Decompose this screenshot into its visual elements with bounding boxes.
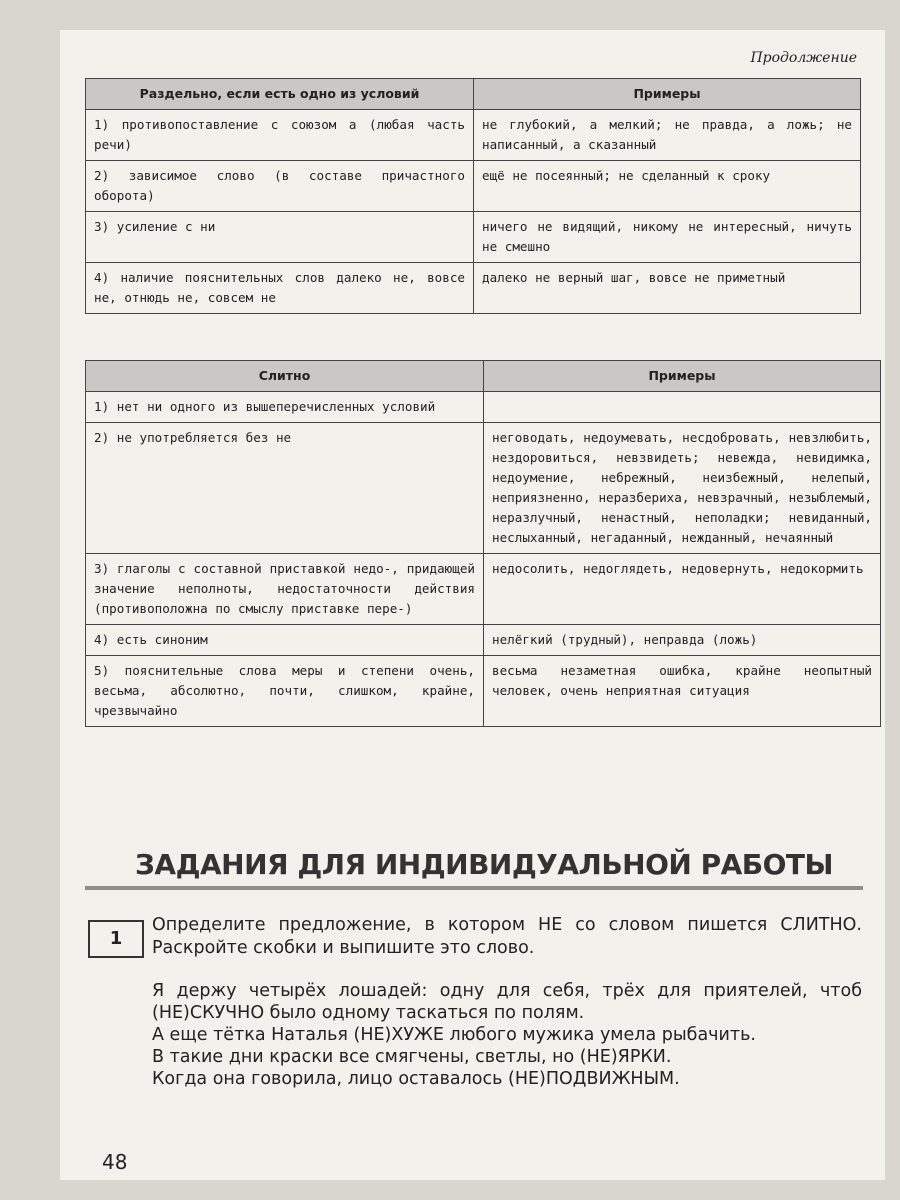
condition-cell: 4) есть синоним [86, 625, 484, 656]
example-cell: не глубокий, а мелкий; не правда, а ложь; не написанный, а сказанный [474, 110, 861, 161]
task-sentence: А еще тётка Наталья (НЕ)ХУЖЕ любого мужика умела рыбачить. [152, 1025, 756, 1045]
condition-cell: 2) зависимое слово (в составе причастного оборота) [86, 161, 474, 212]
example-cell [484, 392, 881, 423]
page-number: 48 [102, 1150, 128, 1174]
example-cell: ещё не посеянный; не сделанный к сроку [474, 161, 861, 212]
condition-cell: 1) нет ни одного из вышеперечисленных условий [86, 392, 484, 423]
condition-cell: 3) глаголы с составной приставкой недо-, придающей значение неполноты, недостаточности действия (противоположна по смыслу приставке пере-) [86, 554, 484, 625]
task-sentence: В такие дни краски все смягчены, светлы, но (НЕ)ЯРКИ. [152, 1047, 672, 1067]
separate-spelling-table [85, 78, 861, 314]
table-header: Примеры [484, 361, 881, 392]
task-instruction: Определите предложение, в котором НЕ со словом пишется СЛИТНО. Раскройте скобки и выпишите это слово. [152, 915, 862, 958]
example-cell: ничего не видящий, никому не интересный, ничуть не смешно [474, 212, 861, 263]
condition-cell: 5) пояснительные слова меры и степени очень, весьма, абсолютно, почти, слишком, крайне, чрезвычайно [86, 656, 484, 727]
example-cell: весьма незаметная ошибка, крайне неопытный человек, очень неприятная ситуация [484, 656, 881, 727]
table-header: Примеры [474, 79, 861, 110]
condition-cell: 2) не употребляется без не [86, 423, 484, 554]
table-row [86, 554, 881, 625]
condition-cell: 3) усиление с ни [86, 212, 474, 263]
task-sentence: Я держу четырёх лошадей: одну для себя, трёх для приятелей, чтоб (НЕ)СКУЧНО было одному таскаться по полям. [152, 981, 862, 1023]
table-row [86, 110, 861, 161]
task-sentence: Когда она говорила, лицо оставалось (НЕ)ПОДВИЖНЫМ. [152, 1069, 680, 1089]
example-cell: недосолить, недоглядеть, недовернуть, недокормить [484, 554, 881, 625]
task-sentences [152, 980, 862, 1090]
joined-spelling-table [85, 360, 881, 727]
condition-cell: 1) противопоставление с союзом а (любая часть речи) [86, 110, 474, 161]
task-number-box: 1 [88, 920, 144, 958]
table-row [86, 263, 861, 314]
table-header: Слитно [86, 361, 484, 392]
condition-cell: 4) наличие пояснительных слов далеко не, вовсе не, отнюдь не, совсем не [86, 263, 474, 314]
section-title: ЗАДАНИЯ ДЛЯ ИНДИВИДУАЛЬНОЙ РАБОТЫ [135, 848, 834, 881]
table-row [86, 656, 881, 727]
example-cell: неговодать, недоумевать, несдобровать, невзлюбить, нездоровиться, невзвидеть; невежда, невидимка, недоумение, небрежный, неизбежный, нелепый, неприязненно, неразбериха, невзрачный, незыблемый, неразлучный, ненастный, неполадки; невиданный, неслыханный, негаданный, нежданный, нечаянный [484, 423, 881, 554]
table-row [86, 392, 881, 423]
table-row [86, 161, 861, 212]
table-header-row [86, 79, 861, 110]
textbook-page [60, 30, 885, 1180]
table-row [86, 625, 881, 656]
continuation-label: Продолжение [750, 50, 857, 66]
table-header-row [86, 361, 881, 392]
section-divider [85, 886, 863, 890]
example-cell: далеко не верный шаг, вовсе не приметный [474, 263, 861, 314]
table-row [86, 212, 861, 263]
example-cell: нелёгкий (трудный), неправда (ложь) [484, 625, 881, 656]
table-header: Раздельно, если есть одно из условий [86, 79, 474, 110]
table-row [86, 423, 881, 554]
